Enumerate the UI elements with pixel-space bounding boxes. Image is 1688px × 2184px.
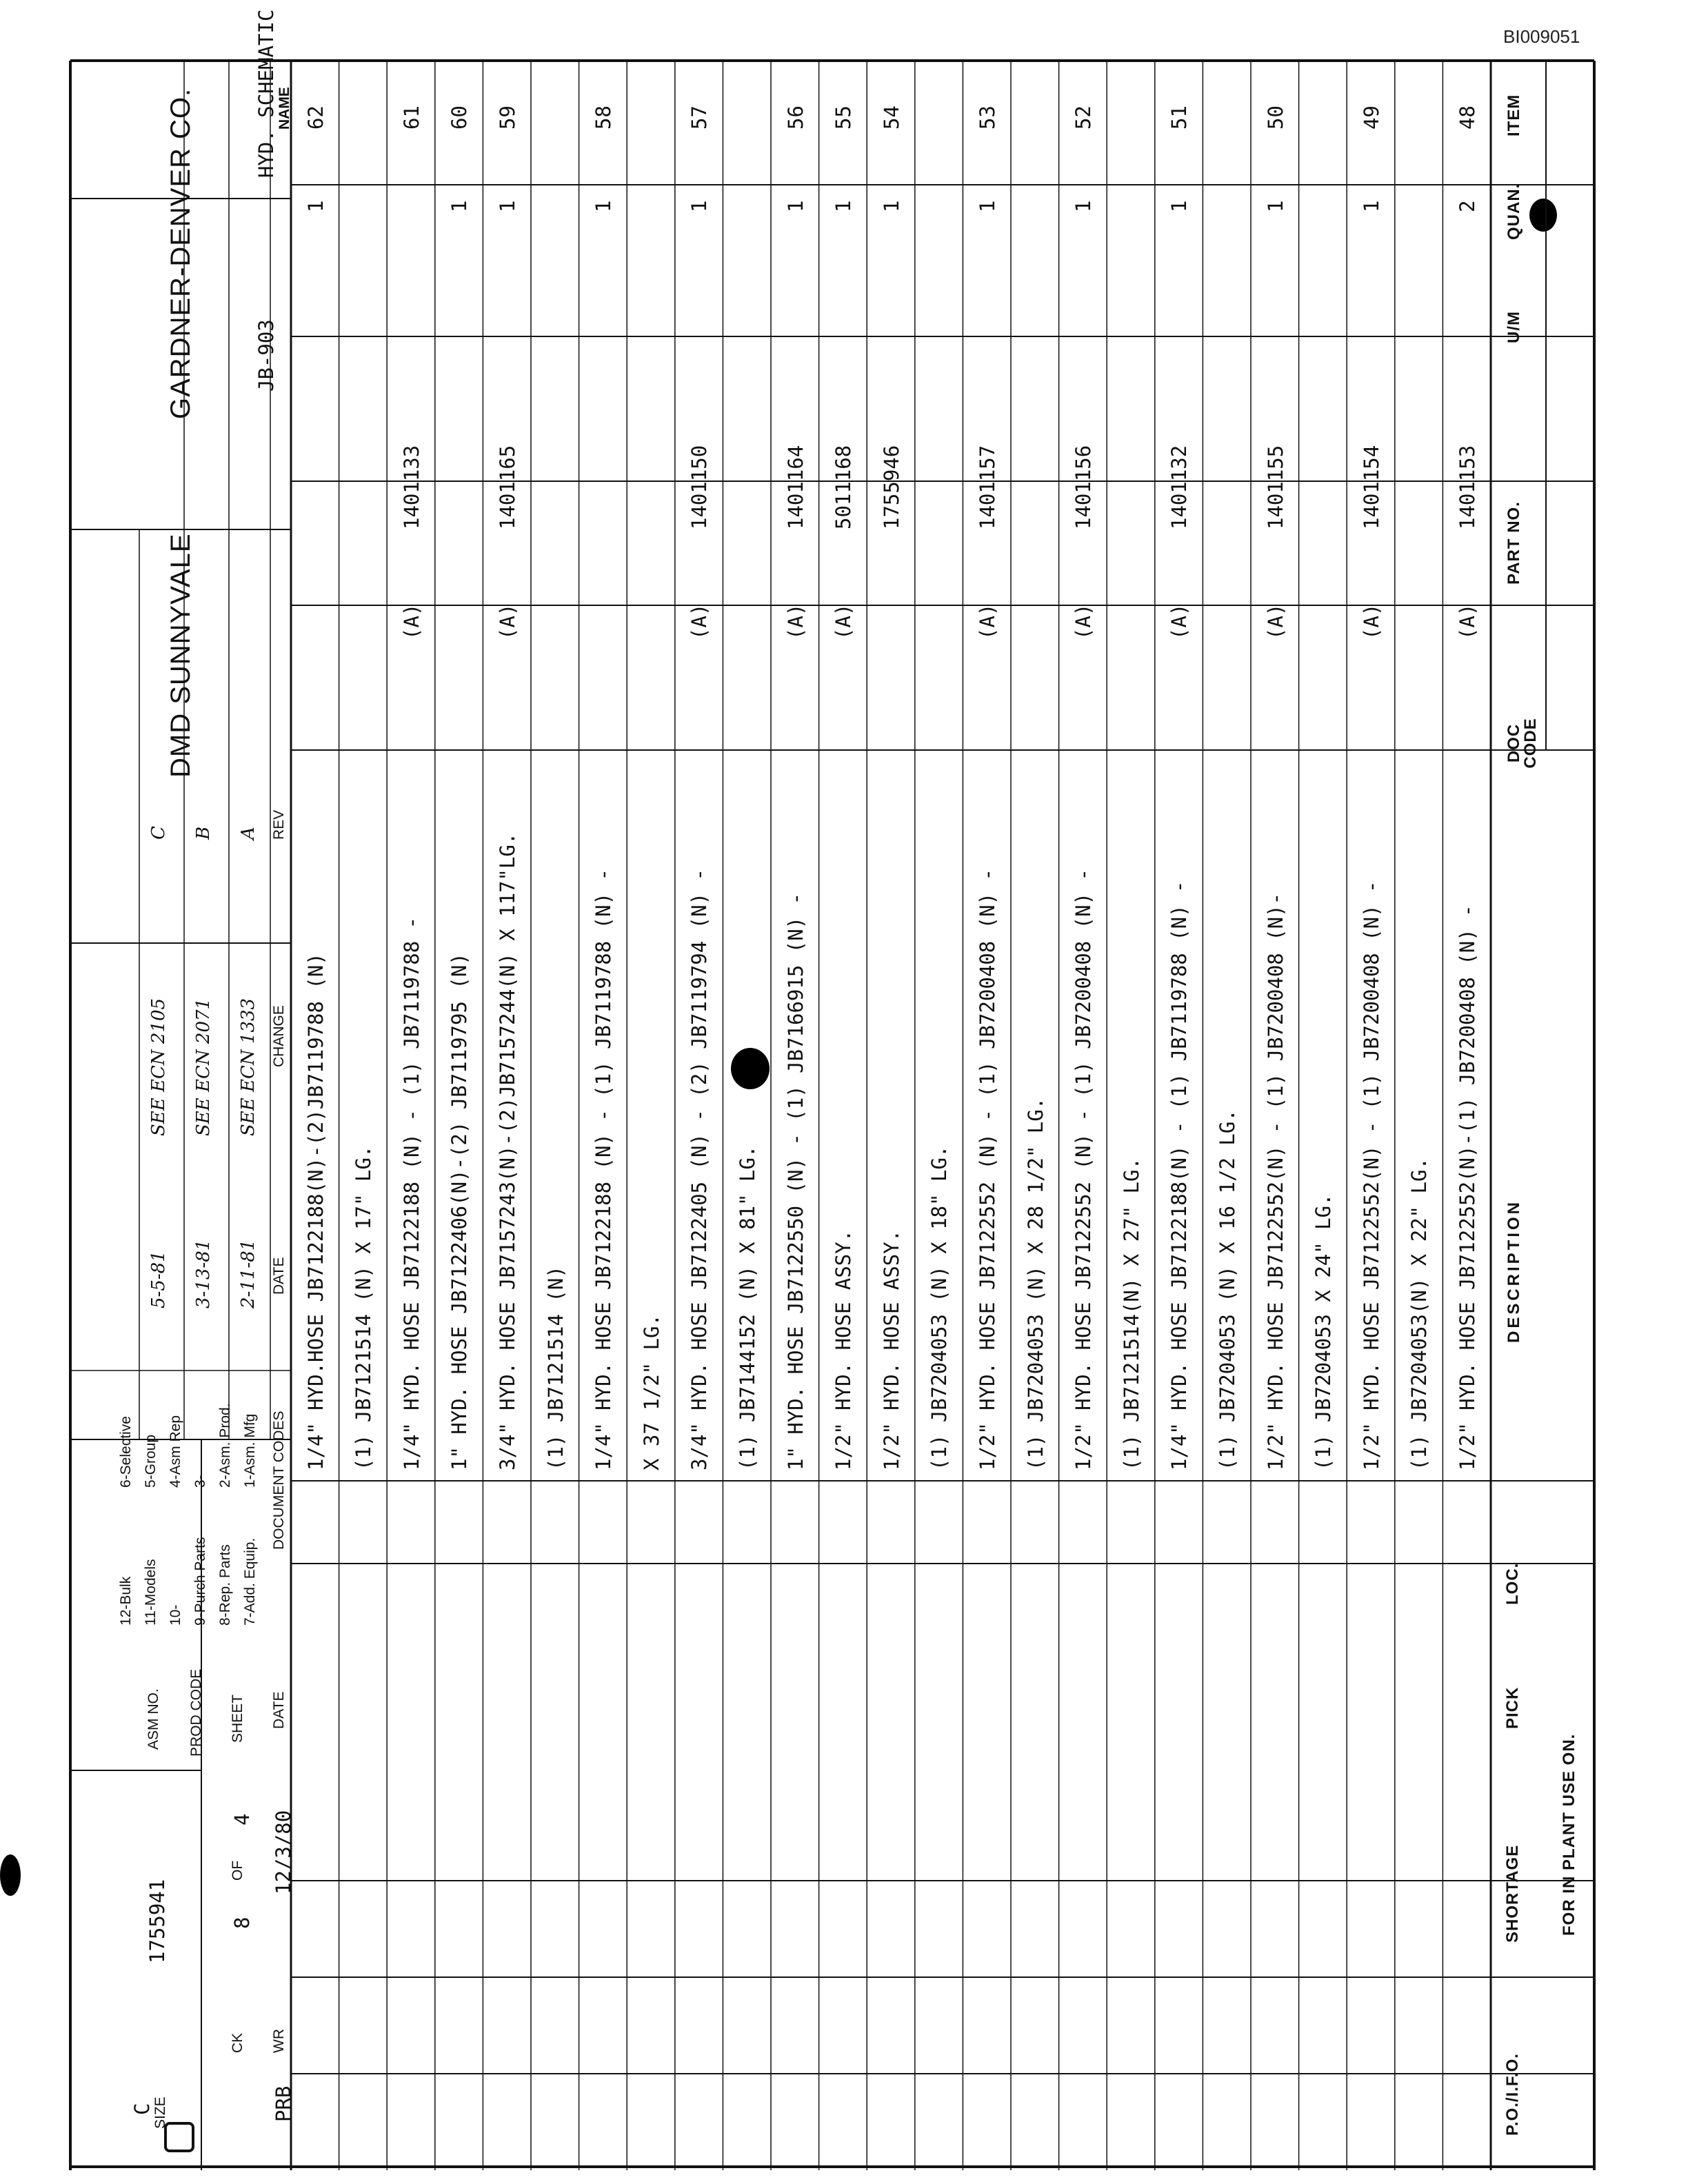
rev-a-change: SEE ECN 1333 (238, 998, 259, 1136)
rev-b: B (193, 826, 214, 840)
row-item: 51 (1167, 105, 1192, 130)
row-part-no: 1401133 (399, 445, 423, 529)
rev-c: C (148, 826, 169, 840)
rev-b-change: SEE ECN 2071 (193, 998, 214, 1136)
row-description: 1/4" HYD. HOSE JB7122188 (N) - (1) JB7119788 (N) - (592, 869, 616, 1470)
rev-a-date: 2-11-81 (238, 1239, 259, 1308)
row-item: 57 (687, 105, 712, 130)
row-quan: 1 (1167, 200, 1192, 212)
header-part-no: PART NO. (1505, 501, 1523, 585)
row-description: 1/2" HYD. HOSE JB7122552(N) - (1) JB7200408 (N) - (1359, 880, 1383, 1470)
row-doc-code: (A) (1456, 603, 1479, 640)
row-quan: 1 (1072, 200, 1096, 212)
footer-name-code: JB-903 (254, 319, 278, 392)
row-doc-code: (A) (976, 603, 999, 640)
row-quan: 1 (592, 200, 616, 212)
row-item: 60 (448, 105, 472, 130)
row-item: 58 (592, 105, 616, 130)
asm-no-label: ASM NO. (145, 1688, 161, 1750)
row-description: (1) JB7204053 (N) X 16 1/2 LG. (1216, 1109, 1239, 1470)
sheet-label: SHEET (230, 1694, 245, 1743)
row-part-no: 1401132 (1167, 445, 1192, 529)
of-value: 8 (230, 1917, 254, 1929)
row-item: 54 (879, 105, 903, 130)
prod-code-label: PROD CODE (188, 1668, 204, 1757)
row-description: 1/4" HYD. HOSE JB7122188 (N) - (1) JB7119788 - (399, 916, 423, 1470)
doc-code-entry: 10- (168, 1604, 183, 1626)
row-part-no: 1401150 (687, 445, 712, 529)
header-item: ITEM (1505, 94, 1523, 136)
row-part-no: 1401156 (1072, 445, 1096, 529)
row-item: 50 (1263, 105, 1287, 130)
row-quan: 1 (879, 200, 903, 212)
row-description: 3/4" HYD. HOSE JB7122405 (N) - (2) JB7119794 (N) - (687, 869, 712, 1470)
row-doc-code: (A) (496, 603, 519, 640)
row-quan: 1 (832, 200, 856, 212)
row-description: (1) JB7204053 X 24" LG. (1312, 1193, 1336, 1470)
row-part-no: 5011168 (832, 445, 856, 529)
footer-division: DMD SUNNYVALE (165, 533, 196, 778)
row-quan: 1 (783, 200, 807, 212)
row-quan: 1 (687, 200, 712, 212)
row-part-no: 1401153 (1456, 445, 1479, 529)
row-doc-code: (A) (687, 603, 712, 640)
doc-code-entry: 5-Group (143, 1434, 159, 1488)
doc-code-entry: 1-Asm. Mfg (242, 1413, 258, 1488)
rev-label: REV (271, 809, 287, 840)
doc-code-entry: 11-Models (143, 1559, 159, 1626)
row-item: 53 (976, 105, 999, 130)
rev-c-date: 5-5-81 (148, 1251, 169, 1308)
row-item: 61 (399, 105, 423, 130)
row-doc-code: (A) (1167, 603, 1192, 640)
row-description: (1) JB7204053(N) X 22" LG. (1407, 1157, 1431, 1470)
row-description: (1) JB7121514 (N) (543, 1266, 567, 1470)
row-part-no: 1401154 (1359, 445, 1383, 529)
row-doc-code: (A) (1072, 603, 1096, 640)
row-description: 1/4" HYD.HOSE JB7122188(N)-(2)JB7119788 (N) (303, 953, 328, 1470)
row-description: 1/2" HYD. HOSE ASSY. (832, 1229, 856, 1470)
date-label: DATE (271, 1691, 287, 1729)
row-description: (1) JB7144152 (N) X 81" LG. (736, 1145, 759, 1470)
doc-code-entry: 6-Selective (118, 1416, 134, 1488)
row-doc-code: (A) (1263, 603, 1287, 640)
row-doc-code: (A) (1359, 603, 1383, 640)
row-description: 1/2" HYD. HOSE JB7122552 (N) - (1) JB7200408 (N) - (1072, 869, 1096, 1470)
footer-name-label: NAME (277, 87, 292, 130)
row-part-no: 1401157 (976, 445, 999, 529)
doc-code-entry: 2-Asm. Prod. (217, 1403, 233, 1488)
row-description: 1/2" HYD. HOSE ASSY. (879, 1229, 903, 1470)
size-value: C (130, 2103, 154, 2115)
row-description: X 37 1/2" LG. (639, 1314, 663, 1470)
header-quan: QUAN. (1505, 183, 1523, 240)
wr-value: PRB (272, 2085, 295, 2122)
punch-hole-bottom (0, 1854, 21, 1896)
footer-company: GARDNER-DENVER CO. (165, 88, 196, 419)
doc-code-entry: 4-Asm Rep (168, 1415, 183, 1488)
asm-no-value: 1755941 (145, 1879, 169, 1963)
row-part-no: 1401164 (783, 445, 807, 529)
header-pick: PICK (1503, 1686, 1522, 1729)
doc-code-entry: 3- (192, 1475, 208, 1488)
row-part-no: 1401165 (496, 445, 519, 529)
row-quan: 1 (1263, 200, 1287, 212)
doc-code-entry: 9-Purch Parts (192, 1537, 208, 1626)
of-label: OF (230, 1860, 245, 1881)
row-part-no: 1401155 (1263, 445, 1287, 529)
sheet-value: 4 (230, 1813, 254, 1826)
row-item: 55 (832, 105, 856, 130)
row-description: 1/4" HYD. HOSE JB7122188(N) - (1) JB7119788 (N) - (1167, 880, 1192, 1470)
row-quan: 2 (1456, 200, 1479, 212)
rev-c-change: SEE ECN 2105 (148, 998, 169, 1136)
row-part-no: 1755946 (879, 445, 903, 529)
date-value: 12/3/80 (272, 1810, 295, 1894)
header-plant-use: FOR IN PLANT USE ON. (1560, 1733, 1578, 1936)
header-um: U/M (1505, 311, 1523, 343)
ck-label: CK (230, 2032, 245, 2053)
row-quan: 1 (303, 200, 328, 212)
row-item: 59 (496, 105, 519, 130)
change-label: CHANGE (271, 1005, 287, 1067)
row-description: (1) JB7204053 (N) X 18" LG. (927, 1145, 952, 1470)
header-doc-code: DOC CODE (1505, 718, 1540, 769)
row-description: 1/2" HYD. HOSE JB7122552(N) - (1) JB7200408 (N)- (1263, 892, 1287, 1470)
header-po: P.O./I.F.O. (1503, 2053, 1522, 2136)
row-description: 1/2" HYD. HOSE JB7122552(N)-(1) JB7200408 (N) - (1456, 904, 1479, 1470)
header-loc: LOC. (1503, 1562, 1522, 1605)
wr-label: WR (271, 2029, 287, 2053)
row-description: (1) JB7204053 (N) X 28 1/2" LG. (1023, 1097, 1047, 1470)
gardner-denver-logo-icon (164, 2122, 194, 2152)
size-label: SIZE (152, 2096, 168, 2129)
rev-b-date: 3-13-81 (193, 1239, 214, 1308)
doc-code-entry: 8-Rep. Parts (217, 1544, 233, 1626)
row-description: 1" HYD. HOSE JB7122550 (N) - (1) JB7166915 (N) - (783, 892, 807, 1470)
row-item: 48 (1456, 105, 1479, 130)
rev-date-label: DATE (271, 1257, 287, 1295)
doc-code-entry: 12-Bulk (118, 1576, 134, 1626)
row-description: (1) JB7121514(N) X 27" LG. (1119, 1157, 1143, 1470)
row-quan: 1 (1359, 200, 1383, 212)
rev-a: A (238, 827, 259, 840)
doc-codes-label: DOCUMENT CODES (271, 1410, 287, 1550)
row-item: 49 (1359, 105, 1383, 130)
row-doc-code: (A) (399, 603, 423, 640)
row-description: (1) JB7121514 (N) X 17" LG. (352, 1145, 376, 1470)
row-quan: 1 (448, 200, 472, 212)
row-item: 62 (303, 105, 328, 130)
row-doc-code: (A) (783, 603, 807, 640)
row-description: 3/4" HYD. HOSE JB7157243(N)-(2)JB7157244(N) X 117"LG. (496, 832, 519, 1470)
footer-name-value: HYD. SCHEMATIC (254, 9, 278, 178)
header-description: DESCRIPTION (1505, 1199, 1523, 1343)
row-item: 52 (1072, 105, 1096, 130)
row-description: 1/2" HYD. HOSE JB7122552 (N) - (1) JB7200408 (N) - (976, 869, 999, 1470)
row-quan: 1 (496, 200, 519, 212)
header-shortage: SHORTAGE (1503, 1844, 1522, 1943)
doc-code-entry: 7-Add. Equip. (242, 1537, 258, 1626)
row-quan: 1 (976, 200, 999, 212)
row-item: 56 (783, 105, 807, 130)
row-doc-code: (A) (832, 603, 856, 640)
row-description: 1" HYD. HOSE JB7122406(N)-(2) JB7119795 (N) (448, 953, 472, 1470)
document-id: BI009051 (1503, 26, 1580, 47)
